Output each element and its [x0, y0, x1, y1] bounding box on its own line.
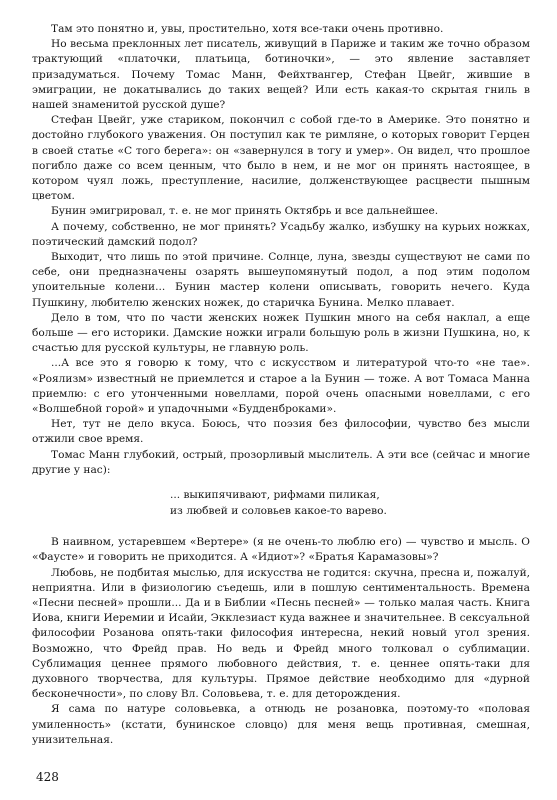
- paragraph-1: Там это понятно и, увы, простительно, хотя все-таки очень противно.: [51, 23, 444, 35]
- poem-line-2: из любвей и соловьев какое-то варево.: [170, 505, 387, 518]
- paragraph-2: Но весьма преклонных лет писатель, живущий в Париже и таким же точно образом трактующий «платочки, платьица, ботиночки», — это явление заставляет призадуматься. Почему Томас Манн, Фейхтвангер, Стефан Цвейг, жившие в эмиграции, не докатывались до таких вещей? Или есть какая-то скрытая гниль в нашей знаменитой русской душе?: [32, 38, 530, 112]
- paragraph-4: Бунин эмигрировал, т. е. не мог принять Октябрь и все дальнейшее.: [51, 205, 439, 218]
- poem-line-1: ... выкипячивают, рифмами пиликая,: [170, 489, 380, 502]
- paragraph-8: ...А все это я говорю к тому, что с искусством и литературой что-то «не тае». «Роялизм» известный не приемлется и старое а la Бунин — тоже. А вот Томаса Манна приемлю: с его утонченными новеллами, порой очень опасными новеллами, с его «Волшебной горой» и упадочными «Будденброками».: [32, 357, 530, 416]
- paragraph-9: Нет, тут не дело вкуса. Боюсь, что поэзия без философии, чувство без мысли отжили свое время.: [32, 418, 530, 446]
- paragraph-10: Томас Манн глубокий, острый, прозорливый мыслитель. А эти все (сейчас и многие другие у нас):: [32, 448, 530, 476]
- paragraph-11: В наивном, устаревшем «Вертере» (я не очень-то люблю его) — чувство и мысль. О «Фаусте» и говорить не приходится. А «Идиот»? «Братья Карамазовы»?: [32, 536, 530, 564]
- poem-quote: [32, 487, 530, 519]
- paragraph-13: Я сама по натуре соловьевка, а отнюдь не розановка, поэтому-то «половая умиленность» (кстати, бунинское словцо) для меня вещь противная, смешная, унизительная.: [32, 703, 530, 746]
- paragraph-3: Стефан Цвейг, уже стариком, покончил с собой где-то в Америке. Это понятно и достойно глубокого уважения. Он поступил как те римляне, о которых говорит Герцен в своей статье «С того берега»: он «завернулся в тогу и умер». Он видел, что прошлое погибло даже со всем ценным, что было в нем, и не мог он принять настоящее, в котором чуял ложь, преступление, насилие, долженствующее расцвести пышным цветом.: [32, 114, 530, 203]
- page-number: 428: [36, 770, 59, 784]
- page-body: [32, 22, 530, 748]
- paragraph-12: Любовь, не подбитая мыслью, для искусства не годится: скучна, пресна и, пожалуй, неприятна. Или в физиологию съедешь, или в пошлую сентиментальность. Времена «Песни песней» прошли... Да и в Библии «Песнь песней» — только малая часть. Книга Иова, книги Иеремии и Исайи, Экклезиаст куда важнее и значительнее. В сексуальной философии Розанова опять-таки философия интересна, некий новый угол зрения. Возможно, что Фрейд прав. Но ведь и Фрейд много толковал о сублимации. Сублимация ценнее прямого любовного действия, т. е. ценнее опять-таки для духовного творчества, для культуры. Прямое действие необходимо для «дурной бесконечности», по слову Вл. Соловьева, т. е. для деторождения.: [32, 566, 530, 701]
- paragraph-7: Дело в том, что по части женских ножек Пушкин много на себя наклал, а еще больше — его историки. Дамские ножки играли большую роль в жизни Пушкина, но, к счастью для русской культуры, не главную роль.: [32, 311, 530, 355]
- paragraph-6: Выходит, что лишь по этой причине. Солнце, луна, звезды существуют не сами по себе, они предназначены озарять вышеупомянутый подол, а под этим подолом упоительные колени... Бунин мастер колени описывать, говорить нечего. Куда Пушкину, любителю женских ножек, до старичка Бунина. Мелко плавает.: [32, 251, 530, 309]
- paragraph-5: А почему, собственно, не мог принять? Усадьбу жалко, избушку на курьих ножках, поэтический дамский подол?: [32, 220, 530, 248]
